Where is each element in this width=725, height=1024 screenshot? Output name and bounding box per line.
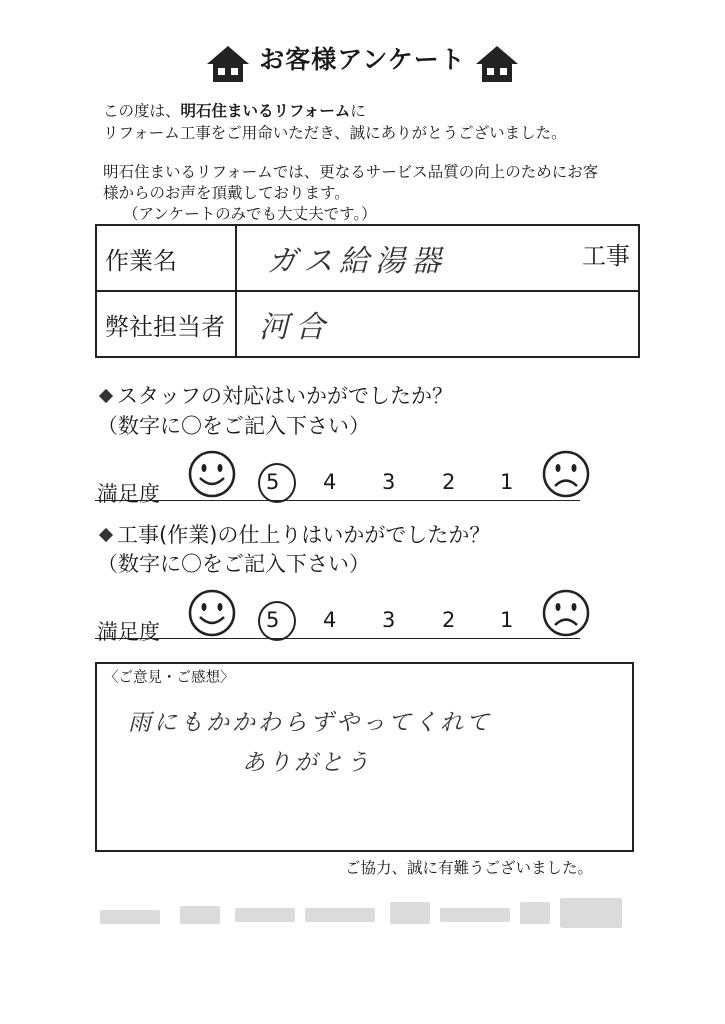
intro2-line2: 様からのお声を頂戴しております。 <box>103 184 350 202</box>
q1-question-text: スタッフの対応はいかがでしたか？ <box>117 384 453 408</box>
diamond-bullet-icon <box>99 388 113 402</box>
comment-line2: ありがとう <box>242 750 372 776</box>
q1-scale-line <box>95 500 580 501</box>
q1-scale-4[interactable]: 4 <box>323 470 337 494</box>
q2-satisfaction-label: 満足度 <box>97 620 160 644</box>
q1-scale-1[interactable]: 1 <box>500 470 514 494</box>
q1-instruction: （数字に〇をご記入下さい） <box>97 414 370 438</box>
intro-line2: リフォーム工事をご用命いただき、誠にありがとうございました。 <box>103 124 567 142</box>
q1-scale-5[interactable]: 5 <box>266 470 280 494</box>
diamond-bullet-icon <box>99 527 113 541</box>
company-name: 明石住まいるリフォーム <box>180 102 351 120</box>
comment-line1: 雨にもかかわらずやってくれて <box>128 710 492 736</box>
q2-question <box>97 520 490 550</box>
page-title: お客様アンケート <box>259 45 466 74</box>
q1-scale-2[interactable]: 2 <box>442 470 456 494</box>
sad-face-icon <box>541 588 591 638</box>
intro-prefix: この度は、 <box>103 102 181 120</box>
q1-scale-3[interactable]: 3 <box>382 470 396 494</box>
q2-scale-line <box>95 638 580 639</box>
staff-label: 弊社担当者 <box>96 291 236 357</box>
work-value: ガス給湯器 <box>267 244 447 279</box>
work-suffix: 工事 <box>582 242 630 270</box>
intro-note <box>103 162 663 225</box>
q2-instruction: （数字に〇をご記入下さい） <box>97 552 370 576</box>
sad-face-icon <box>541 449 591 499</box>
smiley-face-icon <box>187 588 237 638</box>
smiley-face-icon <box>187 449 237 499</box>
faded-footer <box>100 890 630 945</box>
q2-scale-5[interactable]: 5 <box>266 608 280 632</box>
staff-cell <box>236 291 639 357</box>
q1-satisfaction-label: 満足度 <box>97 482 160 506</box>
comment-label: 〈ご意見・ご感想〉 <box>104 670 235 686</box>
intro2-line3: （アンケートのみでも大丈夫です。） <box>123 205 377 223</box>
intro2-line1: 明石住まいるリフォームでは、更なるサービス品質の向上のためにお客 <box>103 163 599 181</box>
q2-scale-4[interactable]: 4 <box>323 608 337 632</box>
intro-text <box>103 100 567 144</box>
work-label: 作業名 <box>96 225 236 291</box>
q2-scale-2[interactable]: 2 <box>442 608 456 632</box>
q1-question <box>97 381 453 411</box>
q2-scale-1[interactable]: 1 <box>500 608 514 632</box>
info-table <box>95 224 640 358</box>
staff-value: 河合 <box>259 310 331 345</box>
work-cell <box>236 225 639 291</box>
house-icon <box>474 44 520 84</box>
q2-question-text: 工事(作業)の仕上りはいかがでしたか？ <box>117 523 491 547</box>
closing-message: ご協力、誠に有難うございました。 <box>345 859 594 877</box>
intro-suffix: に <box>350 102 366 120</box>
q2-scale-3[interactable]: 3 <box>382 608 396 632</box>
